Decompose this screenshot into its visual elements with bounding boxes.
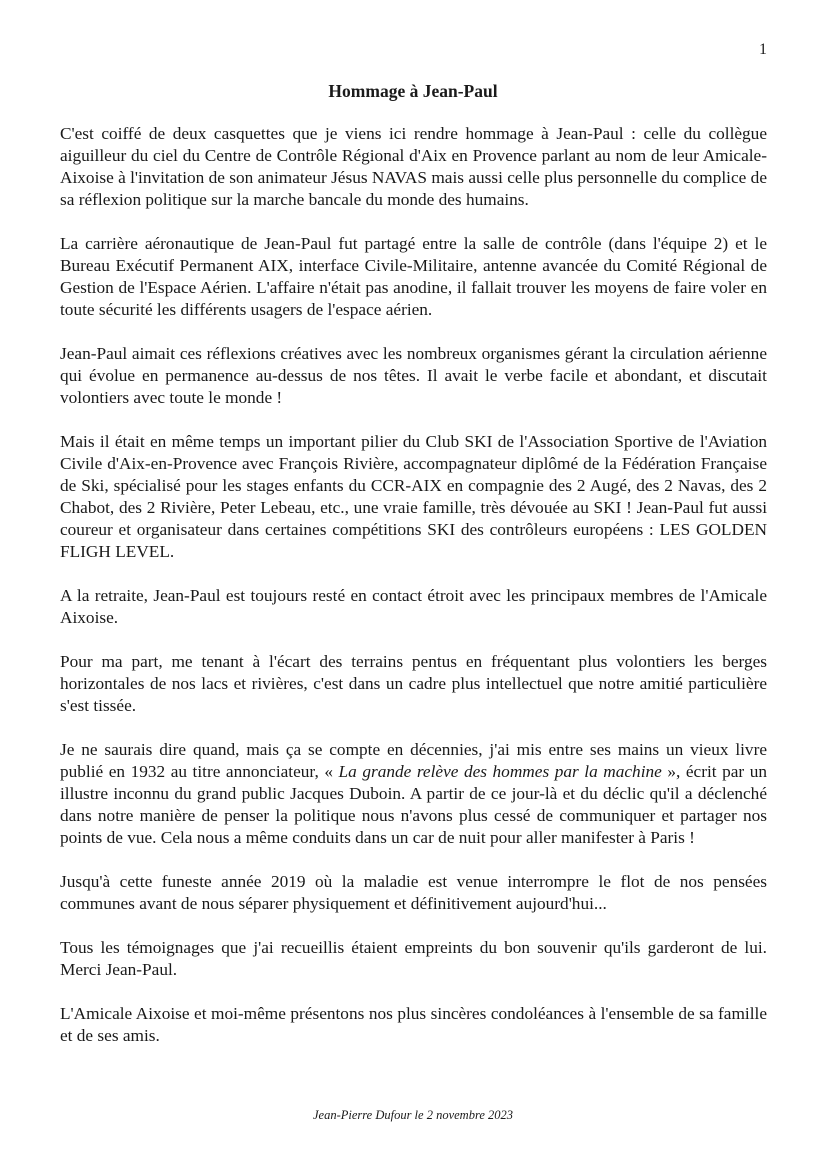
document-body [60, 123, 767, 1047]
signature: Jean-Pierre Dufour le 2 novembre 2023 [312, 1108, 514, 1122]
page-number: 1 [759, 41, 767, 58]
paragraph-condolences: L'Amicale Aixoise et moi-même présentons nos plus sincères condoléances à l'ensemble de sa famille et de ses amis. [60, 1004, 767, 1045]
book-text-after: », écrit par un illustre inconnu du grand public Jacques Duboin. A partir de ce jour-là et du déclic qu'il a déclenché dans notre manière de penser la politique nous n'avons plus cessé de communiquer et partager nos points de vue. Cela nous a même conduits dans un car de nuit pour aller manifester à Paris ! [60, 762, 767, 847]
book-title: La grande relève des hommes par la machine [338, 762, 662, 781]
paragraph-career: La carrière aéronautique de Jean-Paul fut partagé entre la salle de contrôle (dans l'équipe 2) et le Bureau Exécutif Permanent AIX, interface Civile-Militaire, antenne avancée du Comité Régional de Gestion de l'Espace Aérien. L'affaire n'était pas anodine, il fallait trouver les moyens de faire voler en toute sécurité les différents usagers de l'espace aérien. [60, 234, 767, 319]
paragraph-illness: Jusqu'à cette funeste année 2019 où la maladie est venue interrompre le flot de nos pensées communes avant de nous séparer physiquement et définitivement aujourd'hui... [60, 872, 767, 913]
book-text-before: Je ne saurais dire quand, mais ça se compte en décennies, j'ai mis entre ses mains un vieux livre publié en 1932 au titre annonciateur, « [60, 740, 767, 781]
paragraph-retirement: A la retraite, Jean-Paul est toujours resté en contact étroit avec les principaux membres de l'Amicale Aixoise. [60, 586, 767, 627]
paragraph-book [60, 739, 767, 849]
document-title: Hommage à Jean-Paul [328, 81, 498, 101]
paragraph-intro: C'est coiffé de deux casquettes que je viens ici rendre hommage à Jean-Paul : celle du collègue aiguilleur du ciel du Centre de Contrôle Régional d'Aix en Provence parlant au nom de leur Amicale-Aixoise à l'invitation de son animateur Jésus NAVAS mais aussi celle plus personnelle du complice de sa réflexion politique sur la marche bancale du monde des humains. [60, 124, 767, 209]
paragraph-testimonials: Tous les témoignages que j'ai recueillis étaient empreints du bon souvenir qu'ils garderont de lui. Merci Jean-Paul. [60, 938, 767, 979]
paragraph-friendship: Pour ma part, me tenant à l'écart des terrains pentus en fréquentant plus volontiers les berges horizontales de nos lacs et rivières, c'est dans un cadre plus intellectuel que notre amitié particulière s'est tissée. [60, 652, 767, 715]
paragraph-reflections: Jean-Paul aimait ces réflexions créatives avec les nombreux organismes gérant la circulation aérienne qui évolue en permanence au-dessus de nos têtes. Il avait le verbe facile et abondant, et discutait volontiers avec toute le monde ! [60, 344, 767, 407]
paragraph-ski-club: Mais il était en même temps un important pilier du Club SKI de l'Association Sportive de l'Aviation Civile d'Aix-en-Provence avec François Rivière, accompagnateur diplômé de la Fédération Française de Ski, spécialisé pour les stages enfants du CCR-AIX en compagnie des 2 Augé, des 2 Navas, des 2 Chabot, des 2 Rivière, Peter Lebeau, etc., une vraie famille, très dévouée au SKI ! Jean-Paul fut aussi coureur et organisateur dans certaines compétitions SKI des contrôleurs européens : LES GOLDEN FLIGH LEVEL. [60, 432, 767, 561]
